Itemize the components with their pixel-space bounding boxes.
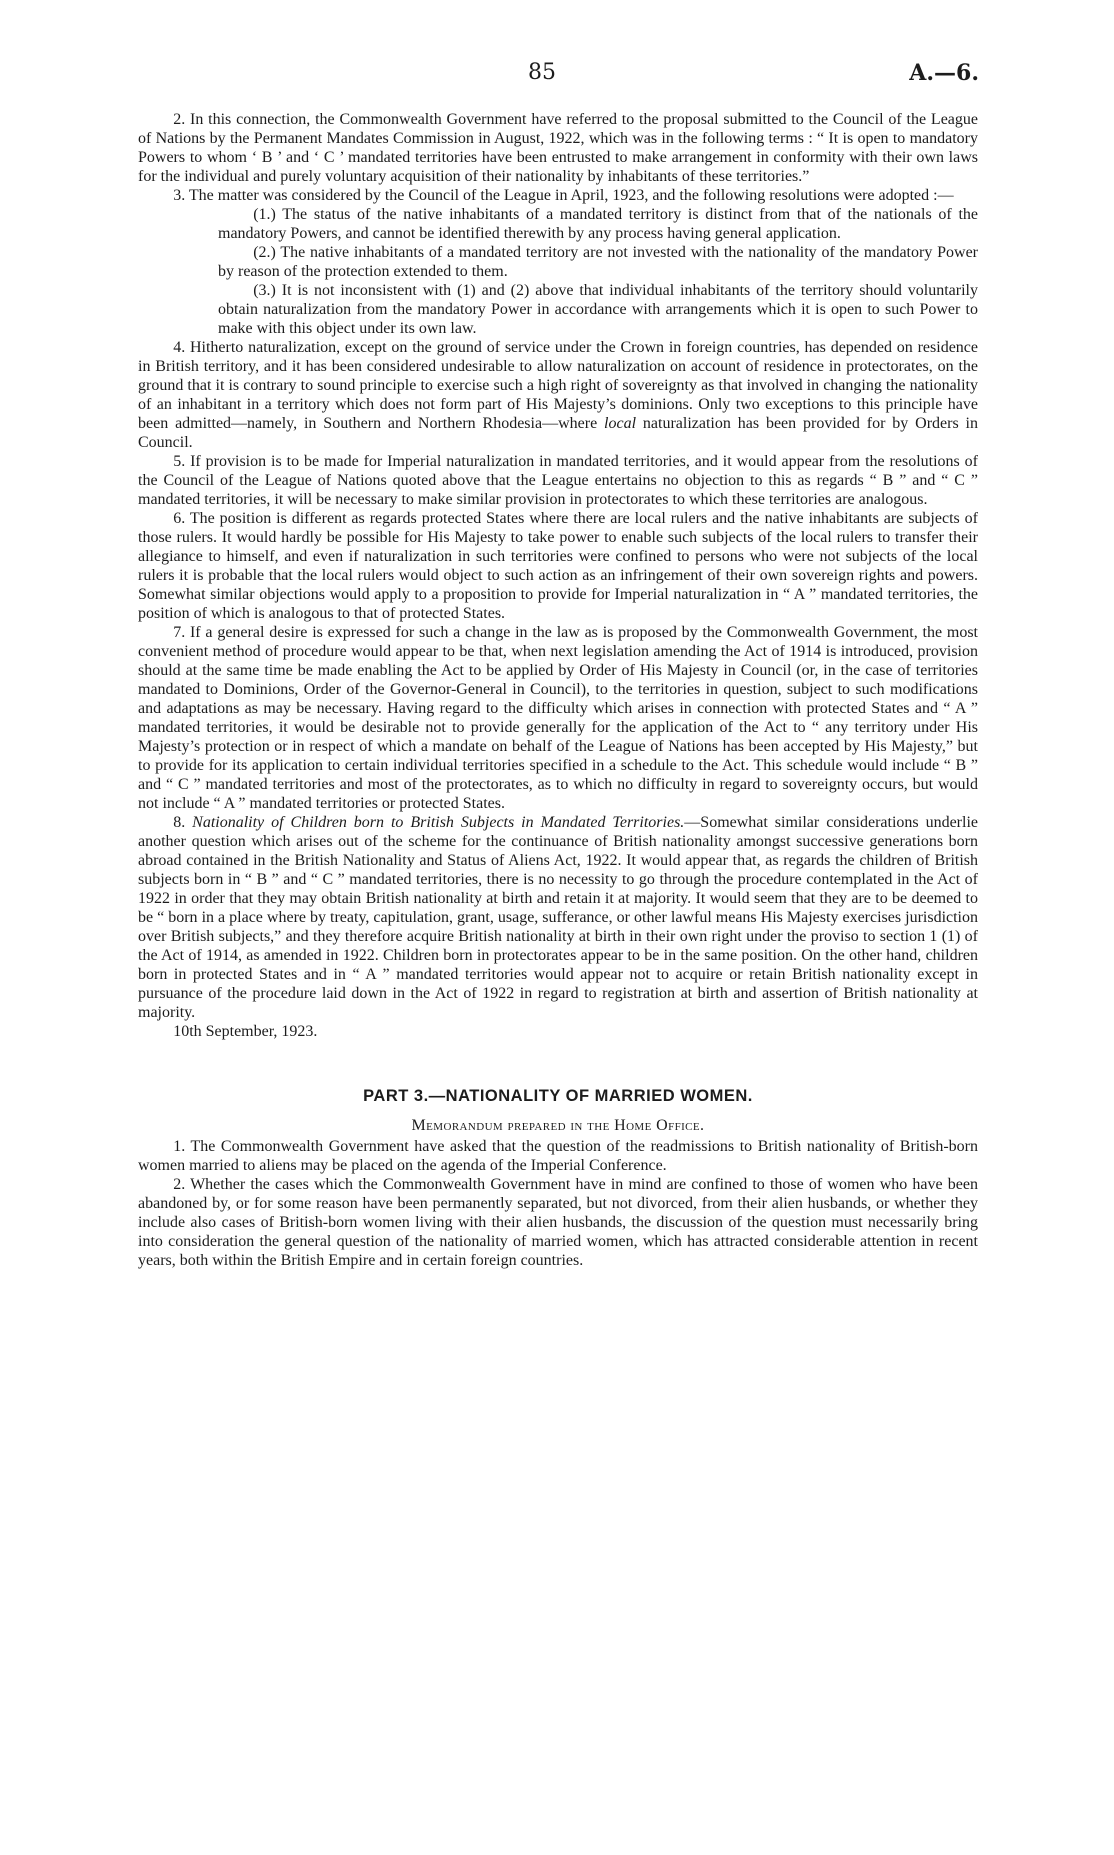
paragraph-8-text: —Somewhat similar considerations underlie another question which arises out of the scheme for the continuance of British nationality amongst successive generations born abroad contained in the British Nationality and Status of Aliens Act, 1922. It would appear that, as regards the children of British subjects born in “ B ” and “ C ” mandated territories, there is no necessity to go through the procedure contemplated in the Act of 1922 in order that they may obtain British nationality at birth and retain it at majority. It would seem that they are to be deemed to be “ born in a place where by treaty, capitulation, grant, usage, sufferance, or other lawful means His Majesty exercises jurisdiction over British subjects,” and they therefore acquire British nationality at birth in their own right under the proviso to section 1 (1) of the Act of 1914, as amended in 1922. Children born in protectorates appear to be in the same position. On the other hand, children born in protected States and in “ A ” mandated territories would appear not to acquire or retain British nationality except in pursuance of the procedure laid down in the Act of 1922 in regard to registration at birth and assertion of British nationality at majority.: [138, 814, 979, 1021]
paragraph-8: [138, 813, 978, 1022]
paragraph-4-text: 4. Hitherto naturalization, except on the ground of service under the Crown in foreign countries, has depended on residence in British territory, and it has been considered undesirable to allow naturalization on account of residence in protectorates, on the ground that it is contrary to sound principle to exercise such a high right of sovereignty as that involved in changing the nationality of an inhabitant in a territory which does not form part of His Majesty’s dominions. Only two exceptions to this principle have been admitted—namely, in Southern and Northern Rhodesia—where: [138, 339, 978, 432]
resolution-item: (3.) It is not inconsistent with (1) and (2) above that individual inhabitants of the territory should voluntarily obtain naturalization from the mandatory Power in accordance with arrangements which it is open to such Power to make with this object under its own law.: [218, 282, 978, 337]
paragraph-2: 2. In this connection, the Commonwealth Government have referred to the proposal submitted to the Council of the League of Nations by the Permanent Mandates Commission in August, 1922, which was in the following terms : “ It is open to mandatory Powers to whom ‘ B ’ and ‘ C ’ mandated territories have been entrusted to make arrangement in conformity with their own laws for the individual and purely voluntary acquisition of their nationality by inhabitants of these territories.”: [138, 111, 978, 185]
document-reference: A.—6.: [909, 60, 979, 86]
paragraph-7: 7. If a general desire is expressed for such a change in the law as is proposed by the Commonwealth Government, the most convenient method of procedure would appear to be that, when next legislation amending the Act of 1914 is introduced, provision should at the same time be made enabling the Act to be applied by Order of His Majesty in Council (or, in the case of territories mandated to Dominions, Order of the Governor-General in Council), to the territories in question, subject to such modifications and adaptations as may be necessary. Having regard to the difficulty which arises in connection with protected States and “ A ” mandated territories, it would be desirable not to provide generally for the application of the Act to “ any territory under His Majesty’s protection or in respect of which a mandate on behalf of the League of Nations has been accepted by His Majesty,” but to provide for its application to certain individual territories specified in a schedule to the Act. This schedule would include “ B ” and “ C ” mandated territories and most of the protectorates, as to which no difficulty in regard to sovereignty occurs, but would not include “ A ” mandated territories or protected States.: [138, 624, 978, 812]
page-body: [138, 110, 978, 1270]
page-number: 85: [528, 60, 556, 85]
paragraph-4-text-end: naturalization has been provided for by Orders in Council.: [138, 415, 979, 451]
paragraph-6: 6. The position is different as regards protected States where there are local rulers and the native inhabitants are subjects of those rulers. It would hardly be possible for His Majesty to take power to enable such subjects of the local rulers to transfer their allegiance to himself, and even if naturalization in such territories were confined to persons who were not subjects of the local rulers it is probable that the local rulers would object to such action as an infringement of their own sovereign rights and powers. Somewhat similar objections would apply to a proposition to provide for Imperial naturalization in “ A ” mandated territories, the position of which is analogous to that of protected States.: [138, 510, 978, 622]
paragraph-5: 5. If provision is to be made for Imperial naturalization in mandated territories, and it would appear from the resolutions of the Council of the League of Nations quoted above that the League entertains no objection to this as regards “ B ” and “ C ” mandated territories, it will be necessary to make similar provision in protectorates to which these territories are analogous.: [138, 453, 978, 508]
part-3-subheading: Memorandum prepared in the Home Office.: [411, 1117, 705, 1134]
resolution-item: (2.) The native inhabitants of a mandated territory are not invested with the nationality of the mandatory Power by reason of the protection extended to them.: [218, 244, 978, 280]
resolution-item: (1.) The status of the native inhabitants of a mandated territory is distinct from that of the nationals of the mandatory Powers, and cannot be identified therewith by any process having general application.: [218, 206, 978, 242]
part-3-heading: PART 3.—NATIONALITY OF MARRIED WOMEN.: [363, 1087, 753, 1105]
resolutions-list: [138, 205, 978, 338]
paragraph-4-italic: local: [604, 415, 637, 432]
paragraph-4: [138, 338, 978, 452]
part-3-paragraph-1: 1. The Commonwealth Government have asked that the question of the readmissions to British nationality of British-born women married to aliens may be placed on the agenda of the Imperial Conference.: [138, 1138, 978, 1174]
paragraph-8-number: 8.: [173, 814, 193, 831]
paragraph-3: 3. The matter was considered by the Council of the League in April, 1923, and the following resolutions were adopted :—: [173, 187, 954, 204]
paragraph-8-title: Nationality of Children born to British Subjects in Mandated Territories.: [192, 814, 685, 831]
part-3-paragraph-2: 2. Whether the cases which the Commonwealth Government have in mind are confined to those of women who have been abandoned by, or for some reason have been permanently separated, but not divorced, from their alien husbands, or whether they include also cases of British-born women living with their alien husbands, the discussion of the question must necessarily bring into consideration the general question of the nationality of married women, which has attracted considerable attention in recent years, both within the British Empire and in certain foreign countries.: [138, 1176, 978, 1269]
memo-date: 10th September, 1923.: [173, 1023, 318, 1040]
page-header: [0, 60, 1114, 90]
